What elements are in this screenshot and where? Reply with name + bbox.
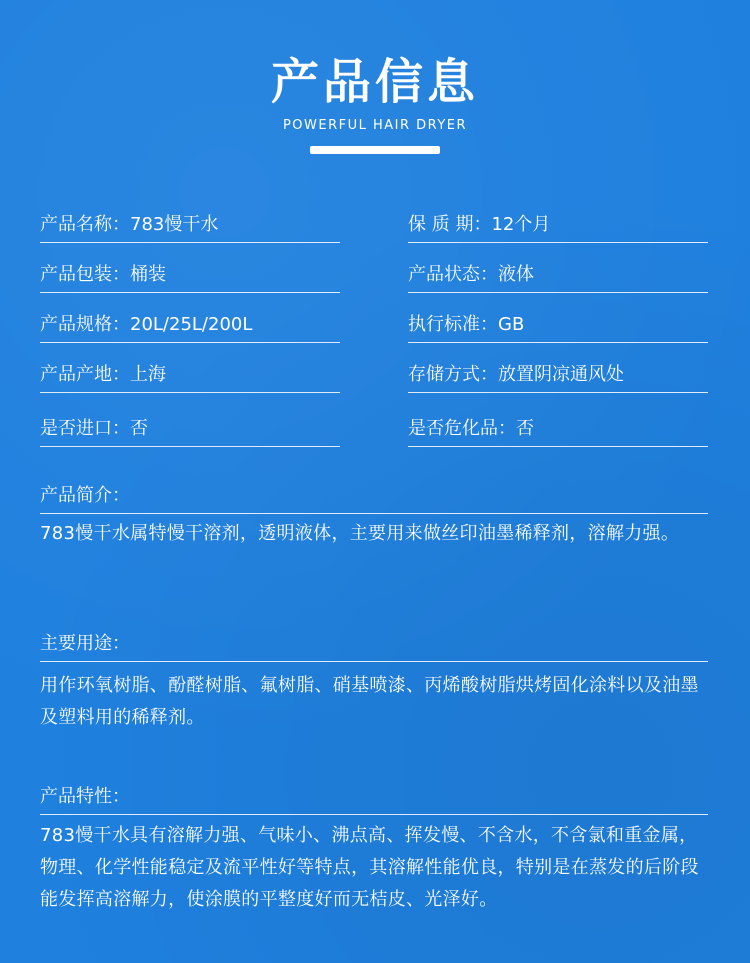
info-value: 桶装 — [130, 264, 166, 285]
section-title-intro: 产品简介： — [40, 483, 708, 514]
info-label: 是否危化品： — [408, 418, 516, 439]
info-row-shelf-life — [408, 212, 708, 243]
info-row-imported — [40, 416, 340, 447]
info-value: 液体 — [498, 264, 534, 285]
info-value: 上海 — [130, 364, 166, 385]
info-row-hazardous — [408, 416, 708, 447]
page-title: 产品信息 — [270, 54, 479, 110]
page-subtitle: POWERFUL HAIR DRYER — [282, 118, 468, 133]
info-row-packaging — [40, 262, 340, 293]
info-label: 产品产地： — [40, 364, 130, 385]
info-value: 否 — [130, 418, 148, 439]
info-row-standard — [408, 312, 708, 343]
info-label: 产品包装： — [40, 264, 130, 285]
info-label: 产品状态： — [408, 264, 498, 285]
info-value: 20L/25L/200L — [130, 314, 253, 335]
section-body-intro: 783慢干水属特慢干溶剂，透明液体，主要用来做丝印油墨稀释剂，溶解力强。 — [40, 523, 680, 544]
title-underline-bar — [310, 146, 440, 154]
info-label: 存储方式： — [408, 364, 498, 385]
info-label: 是否进口： — [40, 418, 130, 439]
page-header — [0, 52, 750, 134]
info-value: 放置阴凉通风处 — [498, 364, 624, 385]
info-row-storage — [408, 362, 708, 393]
info-label: 执行标准： — [408, 314, 498, 335]
info-row-specification — [40, 312, 340, 343]
section-body-features: 783慢干水具有溶解力强、气味小、沸点高、挥发慢、不含水，不含氯和重金属，物理、化学性能稳定及流平性好等特点，其溶解性能优良，特别是在蒸发的后阶段能发挥高溶解力，使涂膜的平整度好而无桔皮、光泽好。 — [40, 825, 699, 910]
info-row-origin — [40, 362, 340, 393]
info-row-state — [408, 262, 708, 293]
section-title-features: 产品特性： — [40, 784, 708, 815]
info-value: 否 — [516, 418, 534, 439]
info-value: 783慢干水 — [130, 214, 219, 235]
section-title-usage: 主要用途： — [40, 631, 708, 662]
info-label: 产品名称： — [40, 214, 130, 235]
info-label: 产品规格： — [40, 314, 130, 335]
info-value: 12个月 — [491, 214, 551, 235]
info-label: 保 质 期： — [408, 214, 492, 235]
section-body-usage: 用作环氧树脂、酚醛树脂、氟树脂、硝基喷漆、丙烯酸树脂烘烤固化涂料以及油墨及塑料用的稀释剂。 — [40, 675, 699, 728]
info-value: GB — [498, 314, 525, 335]
info-row-product-name — [40, 212, 340, 243]
